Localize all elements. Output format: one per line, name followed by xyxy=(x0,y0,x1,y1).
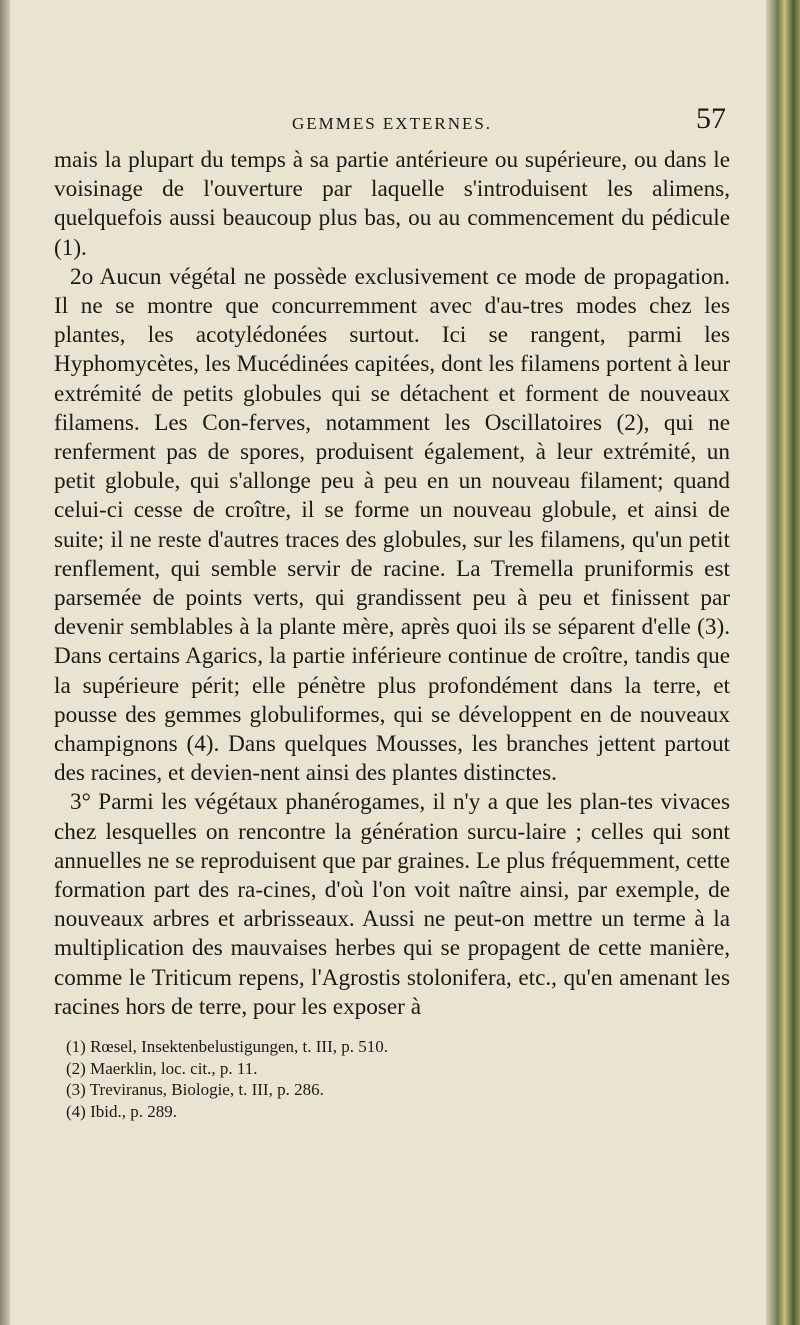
book-page xyxy=(54,102,730,1122)
footnote-4: (4) Ibid., p. 289. xyxy=(66,1101,177,1121)
page-number: 57 xyxy=(696,102,726,135)
footnote-1: (1) Rœsel, Insektenbelustigungen, t. III, p. 510. xyxy=(66,1037,388,1057)
page-header xyxy=(54,102,730,146)
running-title: GEMMES EXTERNES. xyxy=(291,114,493,133)
footnote-3: (3) Treviranus, Biologie, t. III, p. 286. xyxy=(66,1080,324,1100)
paragraph-2: 2o Aucun végétal ne possède exclusivement ce mode de propagation. Il ne se montre que concurremment avec d'au-tres modes chez les plantes, les acotylédonées surtout. Ici se rangent, parmi les Hyphomycètes, les Mucédinées capitées, dont les filamens portent à leur extrémité de petits globules qui se détachent et forment de nouveaux filamens. Les Con-ferves, notamment les Oscillatoires (2), qui ne renferment pas de spores, produisent également, à leur extrémité, un petit globule, qui s'allonge peu à peu en un nouveau filament; quand celui-ci cesse de croître, il se forme un nouveau globule, et ainsi de suite; il ne reste d'autres traces des globules, sur les filamens, qu'un petit renflement, qui semble servir de racine. La Tremella pruniformis est parsemée de points verts, qui grandissent peu à peu et finissent par devenir semblables à la plante mère, après quoi ils se séparent d'elle (3). Dans certains Agarics, la partie inférieure continue de croître, tandis que la supérieure périt; elle pénètre plus profondément dans la terre, et pousse des gemmes globuliformes, qui se développent en de nouveaux champignons (4). Dans quelques Mousses, les branches jettent partout des racines, et devien-nent ainsi des plantes distinctes. xyxy=(54,263,730,787)
page-edge-left xyxy=(0,0,10,1325)
paragraph-3: 3° Parmi les végétaux phanérogames, il n'y a que les plan-tes vivaces chez lesquelles on rencontre la génération surcu-laire ; celles qui sont annuelles ne se reproduisent que par graines. Le plus fréquemment, cette formation part des ra-cines, d'où l'on voit naître ainsi, par exemple, de nouveaux arbres et arbrisseaux. Aussi ne peut-on mettre un terme à la multiplication des mauvaises herbes qui se propagent de cette manière, comme le Triticum repens, l'Agrostis stolonifera, etc., qu'en amenant les racines hors de terre, pour les exposer à xyxy=(54,789,730,1020)
footnote-2: (2) Maerklin, loc. cit., p. 11. xyxy=(66,1058,258,1078)
footnotes xyxy=(54,1036,730,1122)
book-spine-edge xyxy=(766,0,800,1325)
paragraph-1: mais la plupart du temps à sa partie antérieure ou supérieure, ou dans le voisinage de l'ouverture par laquelle s'introduisent les alimens, quelquefois aussi beaucoup plus bas, ou au commencement du pédicule (1). xyxy=(54,147,730,261)
body-text xyxy=(54,146,730,1022)
